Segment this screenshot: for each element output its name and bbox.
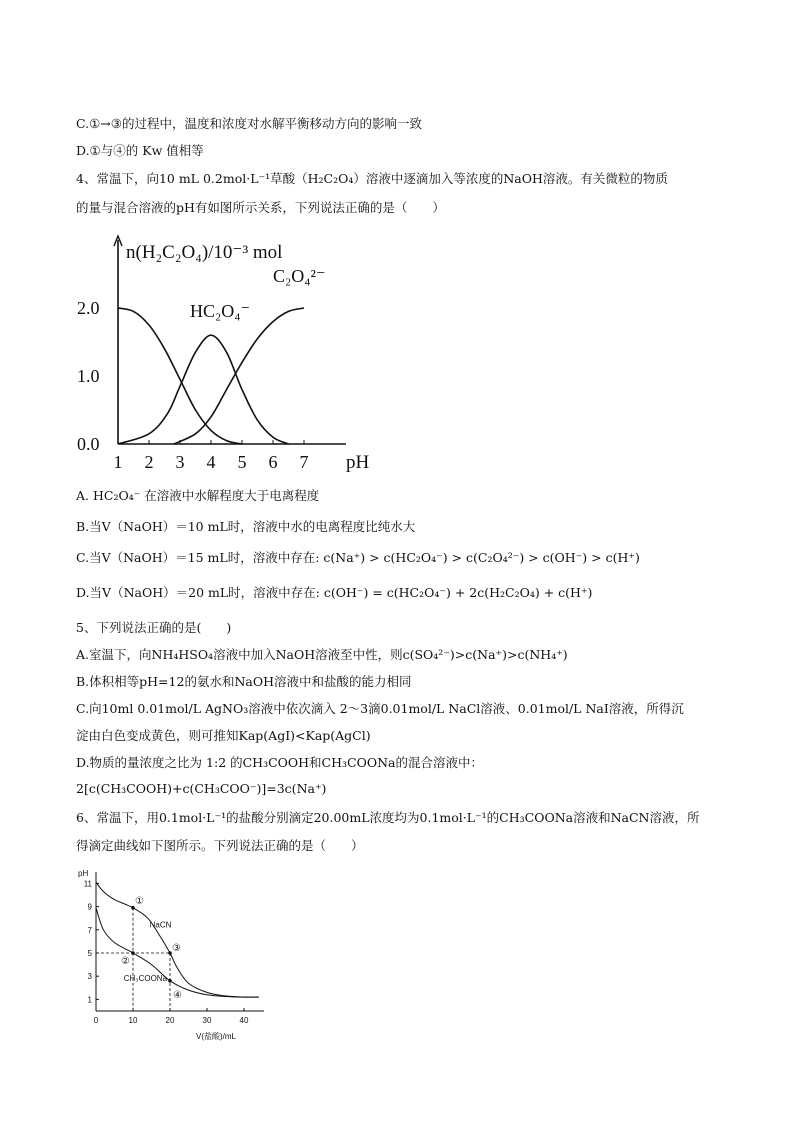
x-tick-label: 0 [93, 1016, 99, 1025]
q5-option-a: A.室温下，向NH₄HSO₄溶液中加入NaOH溶液至中性，则c(SO₄²⁻)>c(Na⁺)>c(NH₄⁺) [76, 647, 568, 662]
point-label-1: ① [135, 895, 144, 907]
x-tick-label: 2 [144, 452, 154, 472]
x-tick-label: 4 [206, 452, 216, 472]
y-tick-label: 5 [87, 949, 92, 958]
q5-stem: 5、下列说法正确的是( ) [76, 620, 232, 635]
y-tick-label: 3 [87, 972, 92, 982]
x-tick-label: 1 [113, 452, 123, 472]
x-tick-label: 10 [128, 1016, 138, 1025]
q5-option-d-line2: 2[c(CH₃COOH)+c(CH₃COO⁻)]=3c(Na⁺) [76, 781, 327, 796]
q5-option-d-line1: D.物质的量浓度之比为 1:2 的CH₃COOH和CH₃COONa的混合溶液中： [76, 755, 483, 770]
y-tick-label: 0.0 [77, 434, 100, 454]
y-tick-label: 7 [87, 925, 92, 935]
marker-point-2 [131, 951, 135, 955]
q4-option-a: A. HC₂O₄⁻ 在溶液中水解程度大于电离程度 [76, 488, 320, 503]
point-label-2: ② [121, 956, 130, 967]
q3-option-d: D.①与④的 Kw 值相等 [76, 143, 204, 158]
x-tick-label: 20 [165, 1016, 175, 1025]
series-label-nacn: NaCN [149, 920, 172, 930]
marker-point-4 [168, 979, 172, 983]
q4-option-d: D.当V（NaOH）＝20 mL时，溶液中存在: c(OH⁻) = c(HC₂O₄⁻) + 2c(H₂C₂O₄) + c(H⁺) [76, 585, 593, 600]
point-label-3: ③ [172, 943, 181, 954]
y-tick-label: 11 [83, 879, 92, 889]
y-tick-label: 1.0 [77, 366, 100, 386]
point-label-4: ④ [173, 989, 182, 1001]
x-tick-label: 30 [202, 1016, 212, 1025]
series-line-3 [174, 308, 304, 444]
q4-option-c: C.当V（NaOH）＝15 mL时，溶液中存在: c(Na⁺) > c(HC₂O₄⁻) > c(C₂O₄²⁻) > c(OH⁻) > c(H⁺) [76, 550, 640, 565]
y-axis-label: n(H₂C₂O₄)/10⁻³ mol [126, 242, 283, 263]
x-tick-label: 3 [175, 452, 185, 472]
titration-curve-chart [76, 864, 276, 1050]
y-tick-label: 9 [87, 902, 92, 912]
y-axis-label: pH [78, 869, 89, 878]
x-tick-label: 40 [239, 1016, 249, 1025]
x-tick-label: 6 [268, 452, 278, 472]
x-axis-label: V(盐酸)/mL [196, 1032, 236, 1041]
q5-option-b: B.体积相等pH=12的氨水和NaOH溶液中和盐酸的能力相同 [76, 674, 412, 689]
y-tick-label: 2.0 [77, 298, 100, 318]
series-label-2: HC₂O₄⁻ [190, 301, 251, 321]
x-axis-label: pH [346, 452, 370, 473]
y-tick-label: 1 [87, 995, 92, 1005]
q6-stem-line1: 6、常温下，用0.1mol·L⁻¹的盐酸分别滴定20.00mL浓度均为0.1mol·L⁻¹的CH₃COONa溶液和NaCN溶液，所 [76, 810, 700, 825]
series-label-3: C₂O₄²⁻ [273, 266, 326, 286]
q3-option-c: C.①→③的过程中，温度和浓度对水解平衡移动方向的影响一致 [76, 116, 422, 131]
q4-stem-line1: 4、常温下，向10 mL 0.2mol·L⁻¹草酸（H₂C₂O₄）溶液中逐滴加入等浓度的NaOH溶液。有关微粒的物质 [76, 171, 668, 186]
series-line-1 [118, 308, 242, 444]
titration-curve-1 [96, 882, 259, 997]
q4-stem-line2: 的量与混合溶液的pH有如图所示关系，下列说法正确的是（ ） [76, 200, 445, 215]
x-tick-label: 7 [299, 452, 309, 472]
series-label-ch3coona: CH₃COONa [123, 973, 168, 983]
q4-option-b: B.当V（NaOH）＝10 mL时，溶液中水的电离程度比纯水大 [76, 519, 416, 534]
q5-option-c-line2: 淀由白色变成黄色，则可推知Kap(AgI)<Kap(AgCl) [76, 728, 371, 743]
q5-option-c-line1: C.向10ml 0.01mol/L AgNO₃溶液中依次滴入 2～3滴0.01mol/L NaCl溶液、0.01mol/L NaI溶液，所得沉 [76, 701, 684, 716]
oxalic-acid-distribution-chart [76, 232, 370, 481]
x-tick-label: 5 [237, 452, 247, 472]
q6-stem-line2: 得滴定曲线如下图所示。下列说法正确的是（ ） [76, 838, 364, 853]
